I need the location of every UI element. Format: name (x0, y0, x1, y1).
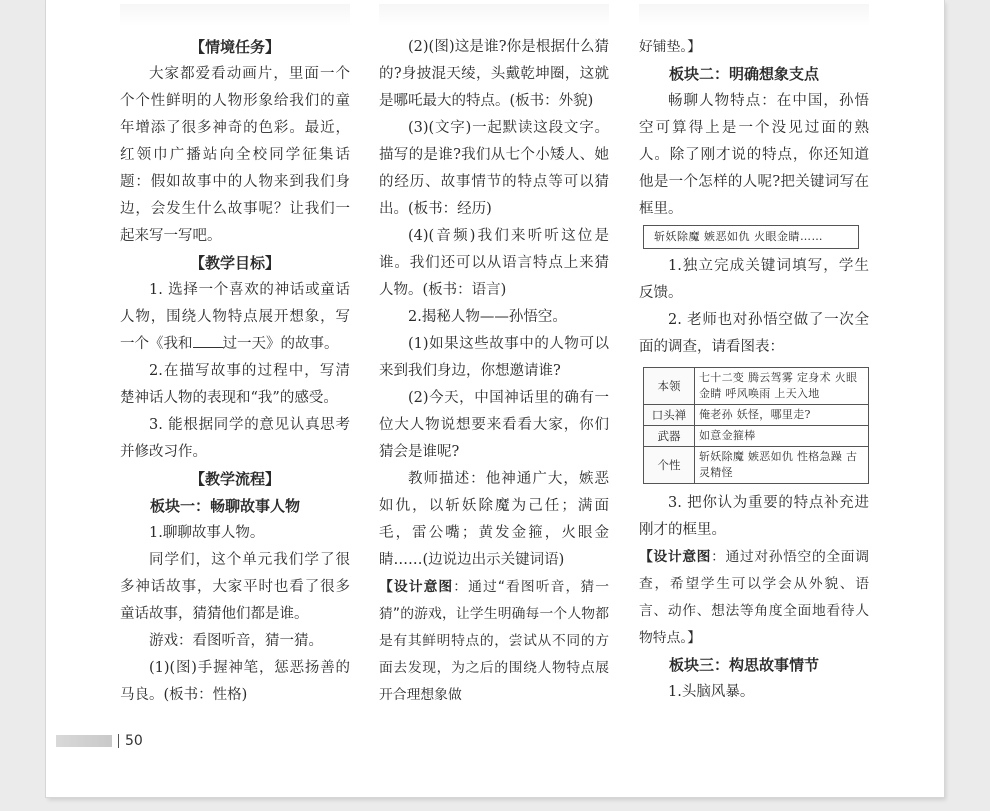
section-heading-goals: 【教学目标】 (189, 254, 280, 272)
bleed-through-text (379, 4, 609, 26)
question-3: (3)(文字)一起默读这段文字。描写的是谁?我们从七个小矮人、她的经历、故事情节的特点等可以猜出。(板书：经历) (379, 120, 609, 217)
design-intent-1: 【设计意图：通过“看图听音，猜一猜”的游戏，让学生明确每一个人物都是有其鲜明特点的，尝试从不同的方面去发现，为之后的围绕人物特点展开合理想象做 (379, 579, 609, 703)
section-heading-flow: 【教学流程】 (189, 470, 280, 488)
keyword-box: 斩妖除魔 嫉恶如仇 火眼金睛…… (643, 225, 859, 249)
block-3-heading: 板块三：构思故事情节 (669, 656, 820, 674)
bleed-through-text (639, 4, 869, 26)
page-footer (56, 733, 143, 749)
page-number: 50 (125, 733, 143, 749)
section-heading-task: 【情境任务】 (189, 38, 280, 56)
chat-paragraph: 同学们，这个单元我们学了很多神话故事，大家平时也看了很多童话故事，猜猜他们都是谁。 (120, 552, 350, 622)
column-left (120, 34, 350, 709)
textbook-page (46, 0, 944, 797)
question-2: (2)(图)这是谁?你是根据什么猜的?身披混天绫，头戴乾坤圈，这就是哪吒最大的特点。(板书：外貌) (379, 39, 609, 109)
column-middle (379, 34, 609, 709)
goal-1: 1. 选择一个喜欢的神话或童话人物，围绕人物特点展开想象，写一个《我和 过一天》的故事。 (120, 282, 350, 352)
reveal-question-1: (1)如果这些故事中的人物可以来到我们身边，你想邀请谁? (379, 336, 609, 379)
footer-bar (56, 735, 112, 747)
step-2: 2. 老师也对孙悟空做了一次全面的调查，请看图表： (639, 312, 869, 355)
goal-3: 3. 能根据同学的意见认真思考并修改习作。 (120, 417, 350, 460)
reveal-question-2: (2)今天，中国神话里的确有一位大人物说想要来看看大家，你们猜会是谁呢? (379, 390, 609, 460)
column-right (639, 34, 869, 706)
table-row: 本领 七十二变 腾云驾雾 定身术 火眼金睛 呼风唤雨 上天入地 (644, 368, 869, 405)
step-brainstorm: 1.头脑风暴。 (668, 684, 755, 700)
task-paragraph: 大家都爱看动画片，里面一个个个性鲜明的人物形象给我们的童年增添了很多神奇的色彩。最近，红领巾广播站向全校同学征集话题：假如故事中的人物来到我们身边，会发生什么故事呢？让我们一起来写一写吧。 (120, 66, 350, 244)
step-3: 3. 把你认为重要的特点补充进刚才的框里。 (639, 495, 869, 538)
game-line: 游戏：看图听音，猜一猜。 (149, 633, 323, 649)
footer-divider (118, 734, 119, 748)
block-2-heading: 板块二：明确想象支点 (669, 65, 820, 83)
survey-table (643, 367, 869, 484)
goal-2: 2.在描写故事的过程中，写清楚神话人物的表现和“我”的感受。 (120, 363, 350, 406)
block-1-heading: 板块一：畅聊故事人物 (150, 497, 301, 515)
step-chat: 1.聊聊故事人物。 (149, 525, 265, 541)
question-4: (4)(音频)我们来听听这位是谁。我们还可以从语言特点上来猜人物。(板书：语言) (379, 228, 609, 298)
step-reveal: 2.揭秘人物——孙悟空。 (408, 309, 567, 325)
table-row: 武器 如意金箍棒 (644, 426, 869, 447)
step-1: 1.独立完成关键词填写，学生反馈。 (639, 258, 869, 301)
fill-blank (193, 333, 223, 348)
design-intent-2: 【设计意图：通过对孙悟空的全面调查，希望学生可以学会从外貌、语言、动作、想法等角度全面地看待人物特点。】 (639, 549, 870, 646)
table-row: 口头禅 俺老孙 妖怪，哪里走? (644, 405, 869, 426)
teacher-description: 教师描述：他神通广大，嫉恶如仇，以斩妖除魔为己任；满面毛，雷公嘴；黄发金箍，火眼金睛……(边说边出示关键词语) (379, 471, 609, 568)
bleed-through-text (120, 4, 350, 26)
block-2-paragraph: 畅聊人物特点：在中国，孙悟空可算得上是一个没见过面的熟人。除了刚才说的特点，你还知道他是一个怎样的人呢?把关键词写在框里。 (639, 93, 869, 217)
table-row: 个性 斩妖除魔 嫉恶如仇 性格急躁 古灵精怪 (644, 447, 869, 484)
design-intent-continued: 好铺垫。】 (639, 39, 702, 55)
question-1: (1)(图)手握神笔，惩恶扬善的马良。(板书：性格) (120, 660, 350, 703)
